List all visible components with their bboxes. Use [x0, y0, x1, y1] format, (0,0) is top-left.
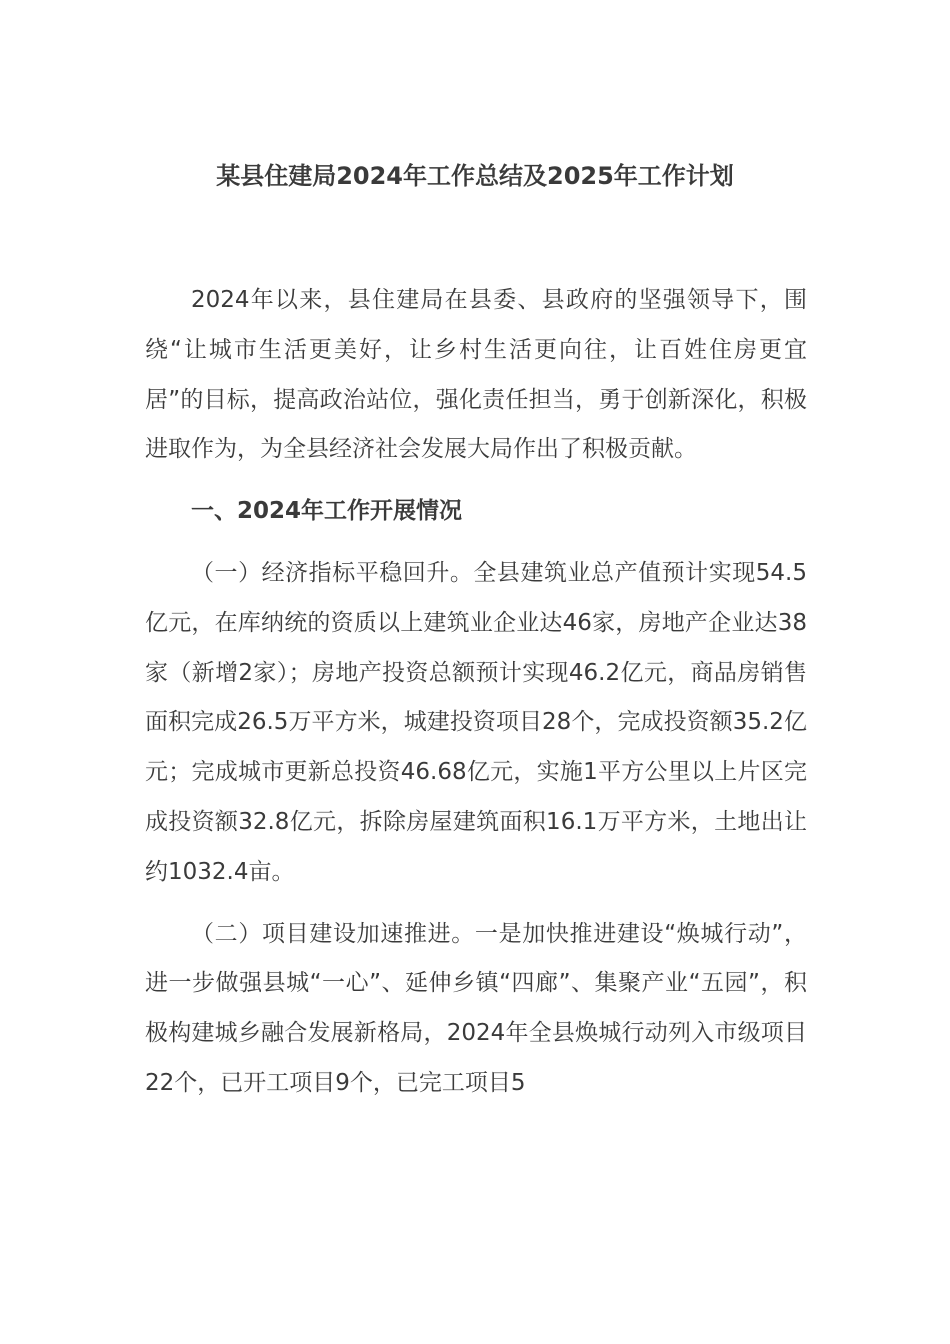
- document-title: 某县住建局2024年工作总结及2025年工作计划: [216, 162, 734, 190]
- intro-paragraph: 2024年以来，县住建局在县委、县政府的坚强领导下，围绕“让城市生活更美好，让乡村生活更向往，让百姓住房更宜居”的目标，提高政治站位，强化责任担当，勇于创新深化，积极进取作为，为全县经济社会发展大局作出了积极贡献。: [145, 287, 807, 463]
- document-body: [145, 276, 807, 1109]
- section-heading: 一、2024年工作开展情况: [191, 498, 463, 525]
- project-construction-paragraph: （二）项目建设加速推进。一是加快推进建设“焕城行动”，进一步做强县城“一心”、延伸乡镇“四廊”、集聚产业“五园”，积极构建城乡融合发展新格局，2024年全县焕城行动列入市级项目22个，已开工项目9个，已完工项目5: [145, 920, 807, 1096]
- economic-indicators-paragraph: （一）经济指标平稳回升。全县建筑业总产值预计实现54.5亿元，在库纳统的资质以上建筑业企业达46家，房地产企业达38家（新增2家）；房地产投资总额预计实现46.2亿元，商品房销售面积完成26.5万平方米，城建投资项目28个，完成投资额35.2亿元；完成城市更新总投资46.68亿元，实施1平方公里以上片区完成投资额32.8亿元，拆除房屋建筑面积16.1万平方米，土地出让约1032.4亩。: [145, 559, 807, 885]
